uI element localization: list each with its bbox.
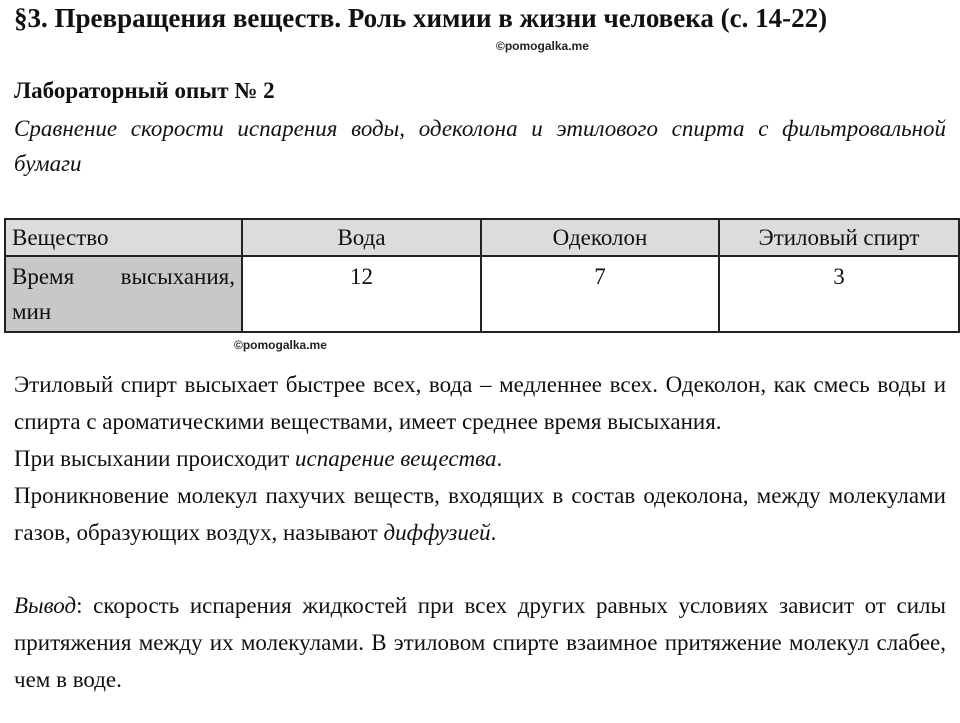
paragraph-text: . [490,520,497,545]
table-header-cell: Вещество [5,219,242,256]
table-row [5,256,959,332]
table-header-cell: Вода [242,219,481,256]
paragraph-text: Проникновение молекул пахучих веществ, входящих в состав одеколона, между молекулами газов, образующих воздух, называют [14,483,946,545]
paragraph-text: При высыхании происходит [14,446,296,471]
results-table [4,218,960,333]
experiment-heading: Лабораторный опыт № 2 [14,78,275,103]
emphasis-term: диффузией [383,520,491,545]
paragraph-diffusion [14,477,946,551]
table-cell: 3 [719,256,959,332]
body-text [14,366,946,698]
table-header-cell: Этиловый спирт [719,219,959,256]
paragraph-conclusion [14,587,946,698]
paragraph-text: . [496,446,503,471]
paragraph-result: Этиловый спирт высыхает быстрее всех, вода – медленнее всех. Одеколон, как смесь воды и спирта с ароматическими веществами, имеет среднее время высыхания. [14,372,946,434]
table-cell: 12 [242,256,481,332]
table-row-label: Время высыхания, мин [5,256,242,332]
conclusion-text: : скорость испарения жидкостей при всех других равных условиях зависит от силы притяжения между их молекулами. В этиловом спирте взаимное притяжение молекул слабее, чем в воде. [14,593,946,692]
table-header-cell: Одеколон [481,219,719,256]
watermark-top: ©pomogalka.me [496,39,589,53]
watermark-table: ©pomogalka.me [234,338,327,352]
table-header-row [5,219,959,256]
experiment-subtitle: Сравнение скорости испарения воды, одеколона и этилового спирта с фильтровальной бумаги [14,116,946,176]
page-title: §3. Превращения веществ. Роль химии в жизни человека (с. 14-22) [14,3,828,33]
emphasis-term: испарение вещества [295,446,497,471]
paragraph-evaporation [14,440,946,477]
paragraph-gap [14,551,946,587]
conclusion-label: Вывод [14,593,77,618]
table-cell: 7 [481,256,719,332]
